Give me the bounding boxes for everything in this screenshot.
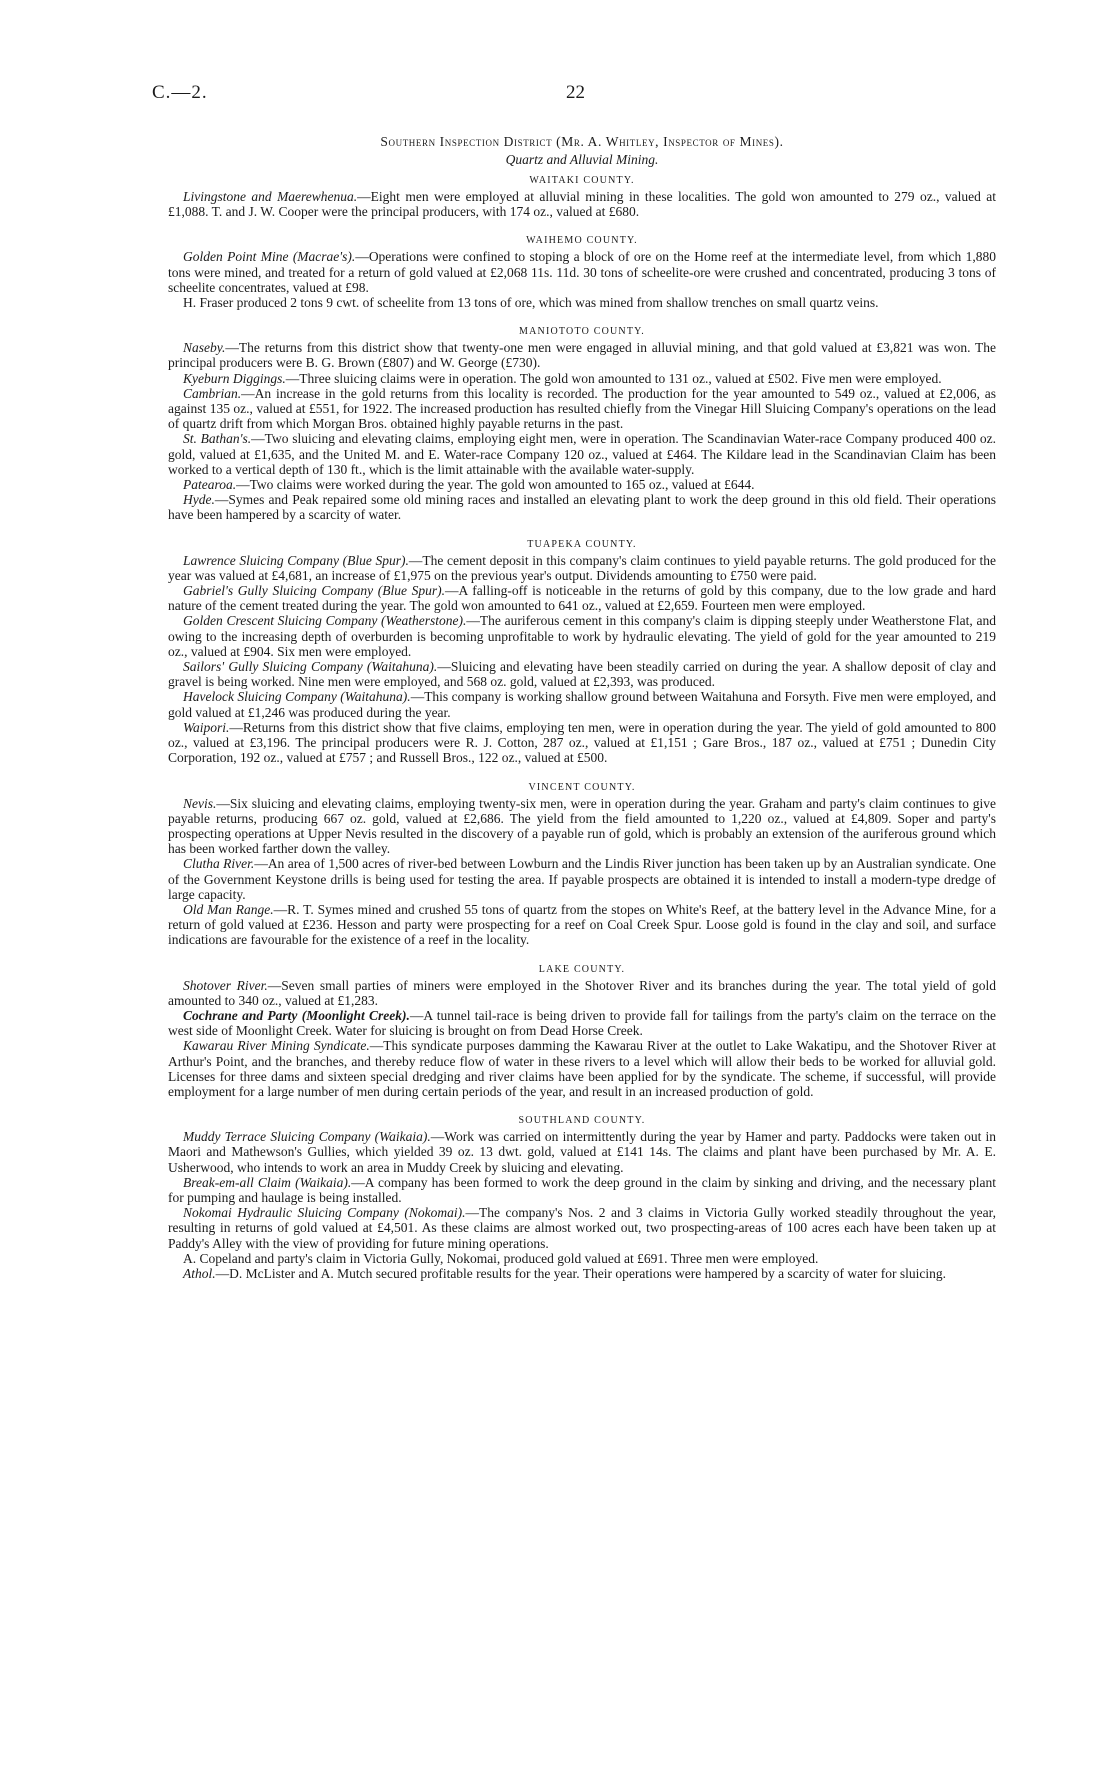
paragraph-lead: Golden Point Mine (Macrae's).	[183, 249, 356, 265]
document-reference: C.—2.	[152, 82, 208, 103]
paragraph	[168, 477, 996, 492]
paragraph-lead: Shotover River.	[183, 977, 268, 993]
paragraph-lead: Naseby.	[183, 340, 226, 356]
paragraph	[168, 978, 996, 1008]
paragraph	[168, 189, 996, 219]
paragraph	[168, 613, 996, 659]
paragraph-text: —An area of 1,500 acres of river-bed between Lowburn and the Lindis River junction has been taken up by an Australian syndicate. One of the Government Keystone drills is being used for testing the area. If payable prospects are obtained it is intended to install a modern-type dredge of large capacity.	[168, 856, 997, 902]
paragraph	[168, 340, 996, 370]
paragraph-text: —The returns from this district show that twenty-one men were engaged in alluvial mining, and that gold valued at £3,821 was won. The principal producers were B. G. Brown (£807) and W. George (£730).	[168, 340, 996, 371]
paragraph-lead: Kawarau River Mining Syndicate.	[183, 1038, 370, 1054]
paragraph-text: —The auriferous cement in this company's claim is dipping steeply under Weatherstone Flat, and owing to the increasing depth of overburden is becoming unprofitable to work by hydraulic elevating. The yield of gold for the year amounted to 219 oz., valued at £904. Six men were employed.	[168, 613, 996, 659]
paragraph-lead: Break-em-all Claim (Waikaia).	[183, 1174, 352, 1190]
paragraph-text: —R. T. Symes mined and crushed 55 tons of quartz from the stopes on White's Reef, at the battery level in the Advance Mine, for a return of gold valued at £236. Hesson and party were prospecting for a reef on Coal Creek Spur. Loose gold is found in the clay and soil, and surface indications are favourable for the existence of a reef in the locality.	[168, 901, 996, 948]
paragraph-text: —Symes and Peak repaired some old mining races and installed an elevating plant to work the deep ground in this old field. Their operations have been hampered by a scarcity of water.	[168, 492, 996, 523]
paragraph-text: —Work was carried on intermittently during the year by Hamer and party. Paddocks were taken out in Maori and Mathewson's Gullies, which yielded 39 oz. 13 dwt. gold, valued at £141 14s. The claims and plant have been purchased by Mr. A. E. Usherwood, who intends to work an area in Muddy Creek by sluicing and elevating.	[168, 1129, 996, 1175]
county-heading: SOUTHLAND COUNTY.	[518, 1115, 646, 1127]
paragraph-lead: Old Man Range.	[183, 901, 274, 917]
paragraph-lead: Golden Crescent Sluicing Company (Weatherstone).	[183, 613, 467, 629]
paragraph-text: —This syndicate purposes damming the Kawarau River at the outlet to Lake Wakatipu, and the Shotover River at Arthur's Point, and the branches, and thereby reduce flow of water in these rivers to a level which will allow their beds to be worked for alluvial gold. Licenses for three dams and sixteen special dredging and river claims have been applied for by the syndicate. The scheme, if successful, will provide employment for a large number of men during certain periods of the year, and result in an increased production of gold.	[168, 1038, 996, 1099]
paragraph	[168, 902, 996, 948]
page-body	[168, 133, 996, 1281]
paragraph	[168, 583, 996, 613]
paragraph-text: —Three sluicing claims were in operation. The gold won amounted to 131 oz., valued at £502. Five men were employed.	[285, 370, 942, 386]
paragraph-lead: Clutha River.	[183, 856, 255, 872]
paragraph-text: —The company's Nos. 2 and 3 claims in Victoria Gully worked steadily throughout the year, resulting in returns of gold valued at £4,501. As these claims are almost worked out, two prospecting-areas of 100 acres each have been taken up at Paddy's Alley with the view of providing for future mining operations.	[168, 1205, 996, 1251]
paragraph	[168, 689, 996, 719]
paragraph-text: —A company has been formed to work the deep ground in the claim by sinking and driving, and the necessary plant for pumping and haulage is being installed.	[168, 1174, 996, 1205]
paragraph	[168, 371, 996, 386]
county-heading: WAIHEMO COUNTY.	[526, 235, 638, 247]
paragraph-text: —Returns from this district show that five claims, employing ten men, were in operation during the year. The yield of gold amounted to 800 oz., valued at £3,196. The principal producers were R. J. Cotton, 287 oz., valued at £1,151 ; Gare Bros., 187 oz., valued at £751 ; Dunedin City Corporation, 192 oz., valued at £757 ; and Russell Bros., 122 oz., valued at £500.	[168, 719, 996, 766]
paragraph-lead: Cambrian.	[183, 385, 242, 401]
paragraph	[168, 431, 996, 477]
paragraph-lead: Sailors' Gully Sluicing Company (Waitahuna).	[183, 659, 438, 675]
paragraph-text: —This company is working shallow ground between Waitahuna and Forsyth. Five men were employed, and gold valued at £1,246 was produced during the year.	[168, 689, 997, 720]
paragraph	[168, 295, 996, 310]
paragraph-text: —Operations were confined to stoping a block of ore on the Home reef at the intermediate level, from which 1,880 tons were mined, and treated for a return of gold valued at £2,068 11s. 11d. 30 tons of scheelite-ore were crushed and concentrated, producing 3 tons of scheelite concentrates, valued at £98.	[168, 249, 996, 295]
paragraph-lead: Cochrane and Party (Moonlight Creek).	[183, 1007, 410, 1023]
paragraph	[168, 553, 996, 583]
paragraph-text: —An increase in the gold returns from this locality is recorded. The production for the year amounted to 549 oz., valued at £2,006, as against 135 oz., valued at £551, for 1922. The increased production has resulted chiefly from the Vinegar Hill Sluicing Company's operations on the lead of quartz drift from which Morgan Bros. obtained highly payable returns in the past.	[168, 385, 996, 432]
section-subtitle: Quartz and Alluvial Mining.	[505, 152, 659, 167]
paragraph-lead: St. Bathan's.	[183, 431, 252, 447]
paragraph-text: —Two claims were worked during the year. The gold won amounted to 165 oz., valued at £644.	[236, 477, 755, 493]
county-heading: LAKE COUNTY.	[538, 963, 626, 975]
paragraph	[168, 720, 996, 766]
paragraph-lead: Hyde.	[183, 492, 215, 508]
paragraph	[168, 1266, 996, 1281]
district-title: Southern Inspection District (Mr. A. Whitley, Inspector of Mines).	[380, 134, 784, 149]
county-heading: VINCENT COUNTY.	[528, 781, 636, 793]
paragraph-text: —Seven small parties of miners were employed in the Shotover River and its branches during the year. The total yield of gold amounted to 340 oz., valued at £1,283.	[168, 977, 996, 1008]
paragraph	[168, 386, 996, 432]
county-heading: MANIOTOTO COUNTY.	[519, 326, 645, 338]
paragraph	[168, 796, 996, 857]
paragraph-text: —A falling-off is noticeable in the returns of gold by this company, due to the low grade and hard nature of the cement treated during the year. The gold won amounted to 641 oz., valued at £2,659. Fourteen men were employed.	[168, 583, 997, 614]
paragraph-lead: Patearoa.	[183, 477, 237, 493]
county-heading: WAITAKI COUNTY.	[529, 175, 635, 186]
paragraph-lead: Lawrence Sluicing Company (Blue Spur).	[183, 552, 409, 568]
paragraph	[168, 1038, 996, 1099]
paragraph-lead: Kyeburn Diggings.	[183, 370, 286, 386]
paragraph-text: A. Copeland and party's claim in Victoria Gully, Nokomai, produced gold valued at £691. Three men were employed.	[183, 1250, 819, 1266]
paragraph	[168, 1129, 996, 1175]
paragraph-lead: Muddy Terrace Sluicing Company (Waikaia).	[183, 1129, 431, 1145]
county-sections	[168, 173, 996, 1281]
paragraph-lead: Athol.	[183, 1265, 216, 1281]
paragraph-text: —The cement deposit in this company's claim continues to yield payable returns. The gold produced for the year was valued at £4,681, an increase of £1,975 on the previous year's output. Dividends amounting to £750 were paid.	[168, 552, 996, 583]
paragraph-lead: Waipori.	[183, 719, 230, 735]
paragraph-text: —Sluicing and elevating have been steadily carried on during the year. A shallow deposit of clay and gravel is being worked. Nine men were employed, and 568 oz. gold, valued at £2,393, was produced.	[168, 659, 996, 690]
paragraph	[168, 249, 996, 295]
paragraph	[168, 1175, 996, 1205]
paragraph-lead: Gabriel's Gully Sluicing Company (Blue Spur).	[183, 583, 446, 599]
paragraph-text: —A tunnel tail-race is being driven to provide fall for tailings from the party's claim on the terrace on the west side of Moonlight Creek. Water for sluicing is brought on from Dead Horse Creek.	[168, 1007, 996, 1039]
paragraph	[168, 1008, 996, 1038]
paragraph	[168, 492, 996, 522]
paragraph-lead: Livingstone and Maerewhenua.	[183, 189, 358, 204]
paragraph-text: —Eight men were employed at alluvial mining in these localities. The gold won amounted to 279 oz., valued at £1,088. T. and J. W. Cooper were the principal producers, with 174 oz., valued at £680.	[168, 189, 996, 220]
paragraph-text: —Six sluicing and elevating claims, employing twenty-six men, were in operation during the year. Graham and party's claim continues to give payable returns, producing 667 oz. gold, valued at £2,686. The yield from the field amounted to 1,220 oz., valued at £4,809. Soper and party's prospecting operations at Upper Nevis resulted in the discovery of a payable run of gold, which is probably an extension of the auriferous ground which has been worked farther down the valley.	[168, 795, 996, 857]
paragraph-lead: Nevis.	[183, 795, 217, 811]
paragraph-lead: Nokomai Hydraulic Sluicing Company (Nokomai).	[183, 1205, 466, 1221]
paragraph	[168, 1205, 996, 1251]
paragraph	[168, 659, 996, 689]
paragraph-text: —Two sluicing and elevating claims, employing eight men, were in operation. The Scandinavian Water-race Company produced 400 oz. gold, valued at £1,635, and the United M. and E. Water-race Company 120 oz., valued at £464. The Kildare lead in the Scandinavian Claim has been worked to a vertical depth of 130 ft., which is the limit attainable with the available water-supply.	[168, 431, 996, 477]
paragraph-lead: Havelock Sluicing Company (Waitahuna).	[183, 689, 411, 705]
county-heading: TUAPEKA COUNTY.	[527, 538, 637, 550]
paragraph	[168, 856, 996, 902]
paragraph-text: H. Fraser produced 2 tons 9 cwt. of scheelite from 13 tons of ore, which was mined from shallow trenches on small quartz veins.	[183, 295, 879, 311]
page-number: 22	[566, 82, 585, 103]
paragraph-text: —D. McLister and A. Mutch secured profitable results for the year. Their operations were hampered by a scarcity of water for sluicing.	[215, 1265, 947, 1281]
paragraph	[168, 1251, 996, 1266]
